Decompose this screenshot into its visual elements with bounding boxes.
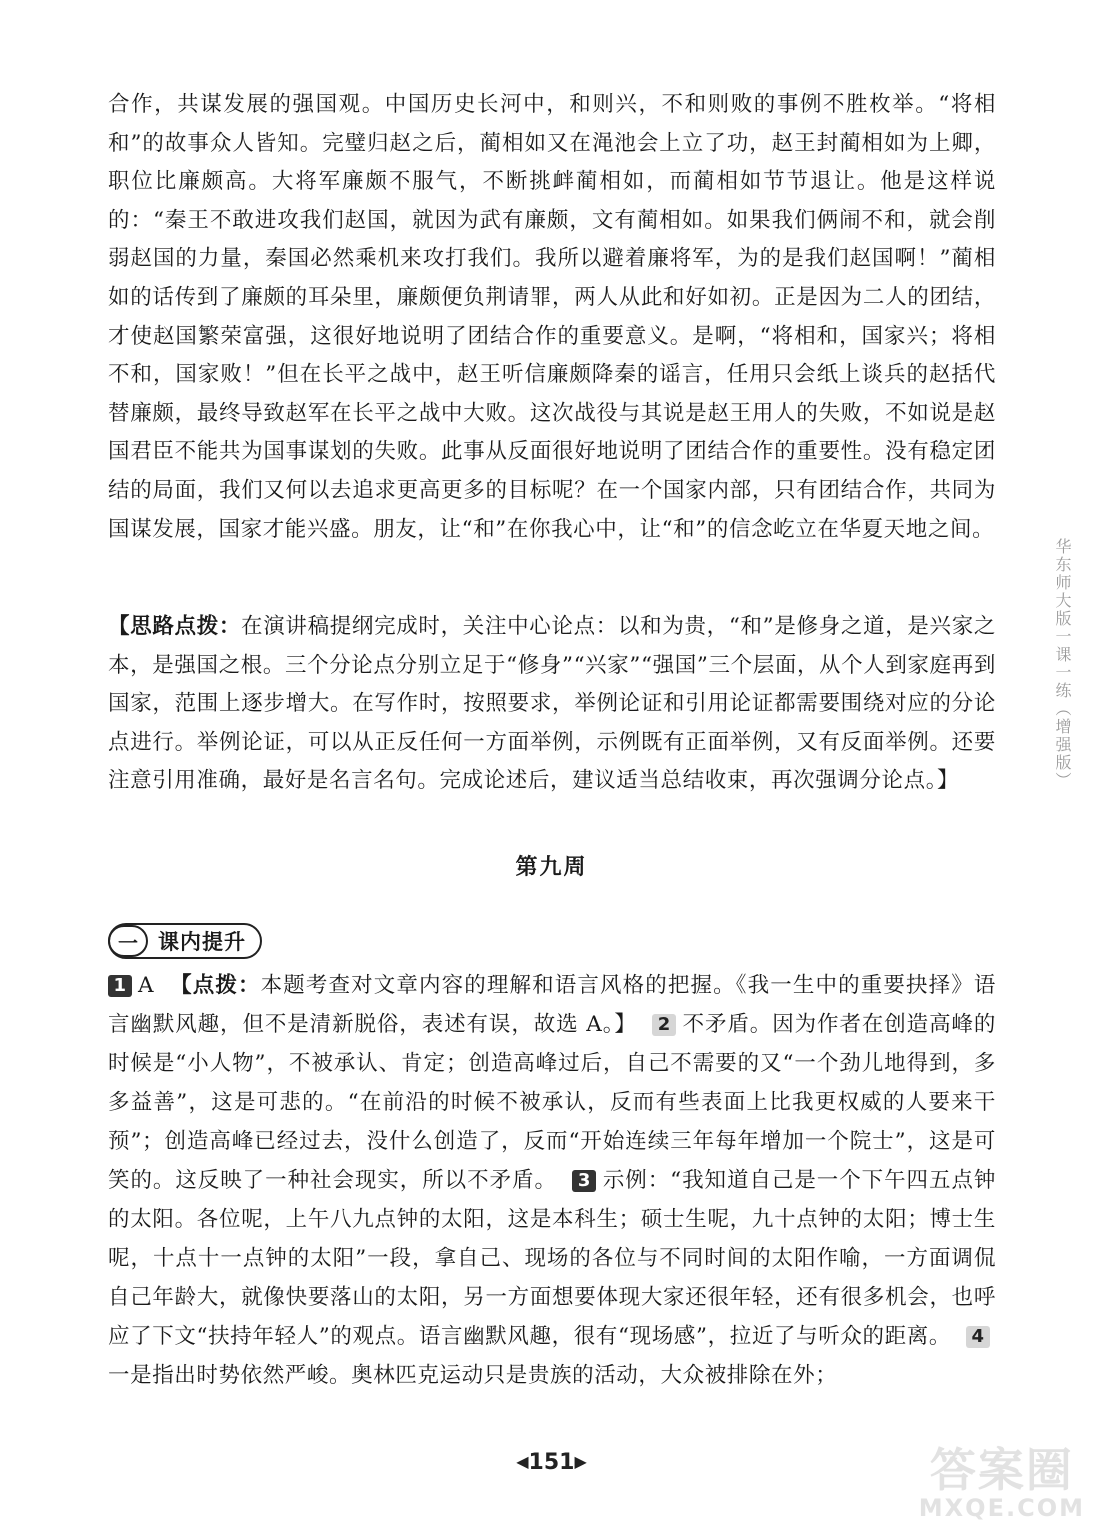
week-title: 第九周 bbox=[515, 855, 588, 880]
section-number: 一 bbox=[108, 925, 148, 957]
book-series-label: 华东师大版一课一练（增强版） bbox=[1053, 538, 1072, 790]
watermark-logo: 答案圈 bbox=[929, 1443, 1074, 1497]
question-number-2: 2 bbox=[652, 1014, 676, 1036]
question-number-1: 1 bbox=[108, 975, 132, 997]
question-number-3: 3 bbox=[572, 1170, 596, 1192]
answer-4: 一是指出时势依然严峻。奥林匹克运动只是贵族的活动，大众被排除在外； bbox=[108, 1363, 838, 1388]
answer-2: 不矛盾。因为作者在创造高峰的时候是“小人物”，不被承认、肯定；创造高峰过后，自己不需要的又“一个劲儿地得到，多多益善”，这是可悲的。“在前沿的时候不被承认，反而有些表面上比我更权威的人要来干预”；创造高峰已经过去，没什么创造了，反而“开始连续三年每年增加一个院士”，这是可笑的。这反映了一种社会现实，所以不矛盾。 bbox=[108, 1012, 996, 1193]
page-number-value: 151 bbox=[528, 1450, 575, 1475]
tip-label: 【思路点拨： bbox=[108, 614, 242, 639]
question-number-4: 4 bbox=[966, 1326, 990, 1348]
essay-paragraph: 合作，共谋发展的强国观。中国历史长河中，和则兴，不和则败的事例不胜枚举。“将相和”的故事众人皆知。完璧归赵之后，蔺相如又在渑池会上立了功，赵王封蔺相如为上卿，职位比廉颇高。大将军廉颇不服气，不断挑衅蔺相如，而蔺相如节节退让。他是这样说的：“秦王不敢进攻我们赵国，就因为武有廉颇，文有蔺相如。如果我们俩闹不和，就会削弱赵国的力量，秦国必然乘机来攻打我们。我所以避着廉将军，为的是我们赵国啊！”蔺相如的话传到了廉颇的耳朵里，廉颇便负荆请罪，两人从此和好如初。正是因为二人的团结，才使赵国繁荣富强，这很好地说明了团结合作的重要意义。是啊，“将相和，国家兴；将相不和，国家败！”但在长平之战中，赵王听信廉颇降秦的谣言，任用只会纸上谈兵的赵括代替廉颇，最终导致赵军在长平之战中大败。这次战役与其说是赵王用人的失败，不如说是赵国君臣不能共为国事谋划的失败。此事从反面很好地说明了团结合作的重要性。没有稳定团结的局面，我们又何以去追求更高更多的目标呢？在一个国家内部，只有团结合作，共同为国谋发展，国家才能兴盛。朋友，让“和”在你我心中，让“和”的信念屹立在华夏天地之间。 bbox=[108, 92, 996, 542]
answer-3: 示例：“我知道自己是一个下午四五点钟的太阳。各位呢，上午八九点钟的太阳，这是本科生；硕士生呢，九十点钟的太阳；博士生呢，十点十一点钟的太阳”一段，拿自己、现场的各位与不同时间的太阳作喻，一方面调侃自己年龄大，就像快要落山的太阳，另一方面想要体现大家还很年轻，还有很多机会，也呼应了下文“扶持年轻人”的观点。语言幽默风趣，很有“现场感”，拉近了与听众的距离。 bbox=[108, 1168, 996, 1349]
page-left-arrow-icon: ◀ bbox=[516, 1452, 529, 1471]
answers-paragraph bbox=[108, 966, 996, 1395]
answer-1: A bbox=[138, 973, 155, 998]
watermark-url: MXQE.COM bbox=[918, 1494, 1085, 1522]
section-title: 课内提升 bbox=[158, 930, 246, 954]
tip-text: 在演讲稿提纲完成时，关注中心论点：以和为贵，“和”是修身之道，是兴家之本，是强国之根。三个分论点分别立足于“修身”“兴家”“强国”三个层面，从个人到家庭再到国家，范围上逐步增大。在写作时，按照要求，举例论证和引用论证都需要围绕对应的分论点进行。举例论证，可以从正反任何一方面举例，示例既有正面举例，又有反面举例。还要注意引用准确，最好是名言名句。完成论述后，建议适当总结收束，再次强调分论点。】 bbox=[108, 614, 996, 794]
answer-1-tip-text: 本题考查对文章内容的理解和语言风格的把握。《我一生中的重要抉择》语言幽默风趣，但不是清新脱俗，表述有误，故选 A。】 bbox=[108, 973, 996, 1037]
section-header bbox=[108, 922, 262, 960]
thinking-tip-paragraph bbox=[108, 608, 996, 801]
page-right-arrow-icon: ▶ bbox=[574, 1452, 587, 1471]
section-pill bbox=[108, 923, 262, 959]
answer-1-tip-label: 【点拨： bbox=[170, 973, 261, 998]
watermark bbox=[918, 1443, 1085, 1522]
